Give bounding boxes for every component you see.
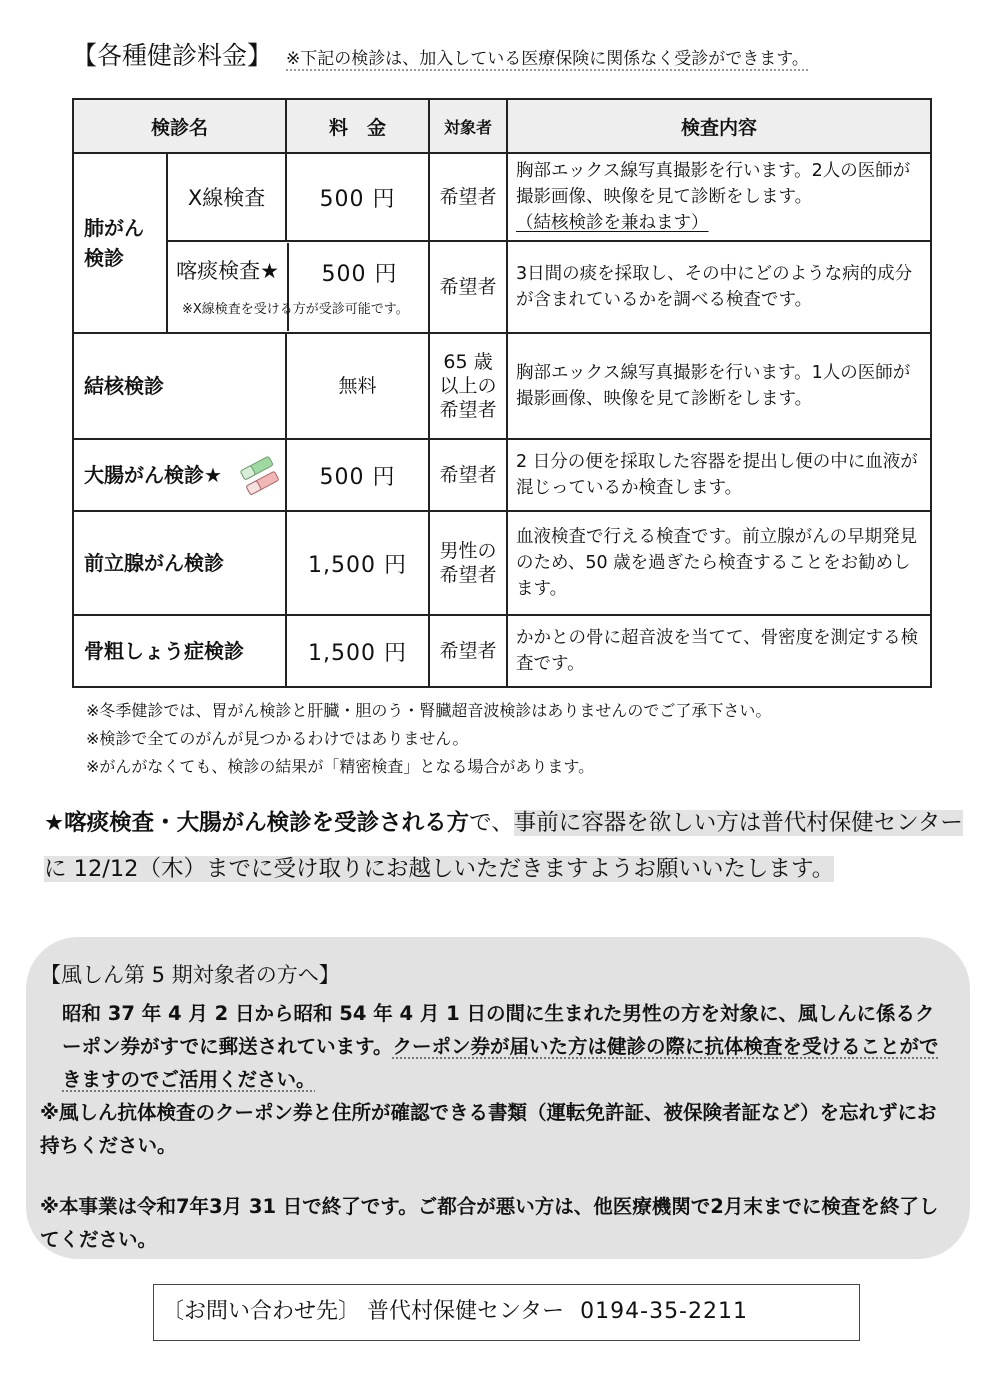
header-fee: 料 金 [286,99,429,153]
tb-target-line1: 65 歳 [443,351,493,373]
page-title: 【各種健診料金】 [72,41,273,70]
prostate-target-line2: 希望者 [439,564,497,586]
rubella-body [40,997,950,1256]
table-notes [86,697,771,781]
contact-phone: 0194-35-2211 [580,1299,748,1324]
tb-desc: 胸部エックス線写真撮影を行います。1人の医師が撮影画像、映像を見て診断をします。 [507,333,931,439]
colon-name-cell [73,439,286,511]
table-row-lung-sputum [73,241,931,333]
prostate-name: 前立腺がん検診 [73,511,286,615]
note-winter: ※冬季健診では、胃がん検診と肝臓・胆のう・腎臓超音波検診はありませんのでご了承下さい。 [86,701,772,720]
fee-table [72,98,932,688]
tb-target-line2: 以上の [439,375,497,397]
contact-name: 普代村保健センター [367,1299,565,1324]
contact-box [153,1284,860,1341]
sputum-note: ※X線検査を受ける方が受診可能です。 [182,302,409,317]
sputum-name: 喀痰検査★ [176,259,279,283]
sputum-target: 希望者 [429,241,507,333]
bone-fee: 1,500 円 [286,615,429,687]
sputum-name-cell [167,241,429,333]
xray-name: X線検査 [167,153,286,241]
tb-name: 結核検診 [73,333,286,439]
xray-fee: 500 円 [286,153,429,241]
section-heading [72,36,952,72]
rubella-title: 【風しん第 5 期対象者の方へ】 [40,963,340,987]
rubella-para1b: クーポン券が届いた方は健診の際に抗体検査を受けることができますのでご活用ください。 [62,1035,939,1091]
rubella-panel [26,937,970,1259]
sputum-desc: 3日間の痰を採取し、その中にどのような病的成分が含まれているかを調べる検査です。 [507,241,931,333]
lung-cancer-group [73,153,167,333]
contact-label: 〔お問い合わせ先〕 [162,1299,361,1324]
stool-sample-kit-icon [239,452,283,500]
header-exam-name: 検診名 [73,99,286,153]
tb-target [429,333,507,439]
colon-target: 希望者 [429,439,507,511]
note-not-all-cancers: ※検診で全てのがんが見つかるわけではありません。 [86,729,469,748]
colon-name: 大腸がん検診★ [84,463,222,487]
colon-desc: 2 日分の便を採取した容器を提出し便の中に血液が混じっているか検査します。 [507,439,931,511]
container-pickup-notice [44,800,964,892]
star-notice-plain: で、 [469,810,514,836]
sputum-fee: 500 円 [287,243,430,331]
prostate-desc: 血液検査で行える検査です。前立腺がんの早期発見のため、50 歳を過ぎたら検査することをお勧めします。 [507,511,931,615]
bone-desc: かかとの骨に超音波を当てて、骨密度を測定する検査です。 [507,615,931,687]
star-notice-highlight: 事前に容器を欲しい方は普代村保健センターに 12/12（木）までに受け取りにお越しいただきますようお願いいたします。 [44,810,963,882]
table-row-lung-xray [73,153,931,241]
star-notice-bold: ★喀痰検査・大腸がん検診を受診される方 [44,810,470,836]
xray-desc-text: 胸部エックス線写真撮影を行います。2人の医師が撮影画像、映像を見て診断をします。 [516,161,911,207]
lung-group-line2: 検診 [84,246,124,270]
page-subtitle: ※下記の検診は、加入している医療保険に関係なく受診ができます。 [286,49,809,69]
prostate-target-line1: 男性の [439,540,497,562]
lung-group-line1: 肺がん [84,216,144,240]
table-row-colon [73,439,931,511]
xray-desc-note: （結核検診を兼ねます） [516,213,709,233]
rubella-para2: ※風しん抗体検査のクーポン券と住所が確認できる書類（運転免許証、被保険者証など）を忘れずにお持ちください。 [40,1101,937,1157]
bone-name: 骨粗しょう症検診 [73,615,286,687]
header-content: 検査内容 [507,99,931,153]
table-row-prostate [73,511,931,615]
rubella-para3: ※本事業は令和7年3月 31 日で終了です。ご都合が悪い方は、他医療機関で2月末までに検査を終了してください。 [40,1195,939,1251]
colon-fee: 500 円 [286,439,429,511]
header-target: 対象者 [429,99,507,153]
rubella-para1 [40,997,950,1096]
table-row-tb [73,333,931,439]
rubella-para1a: 昭和 37 年 4 月 2 日から昭和 54 年 4 月 1 日の間に生まれた男性の方を対象に、風しんに係るクーポン券がすでに郵送されています。 [62,1002,935,1058]
prostate-fee: 1,500 円 [286,511,429,615]
xray-target: 希望者 [429,153,507,241]
table-header-row [73,99,931,153]
tb-target-line3: 希望者 [439,399,497,421]
prostate-target [429,511,507,615]
tb-fee: 無料 [286,333,429,439]
note-detailed-exam: ※がんがなくても、検診の結果が「精密検査」となる場合があります。 [86,757,595,776]
bone-target: 希望者 [429,615,507,687]
xray-desc [507,153,931,241]
table-row-bone [73,615,931,687]
